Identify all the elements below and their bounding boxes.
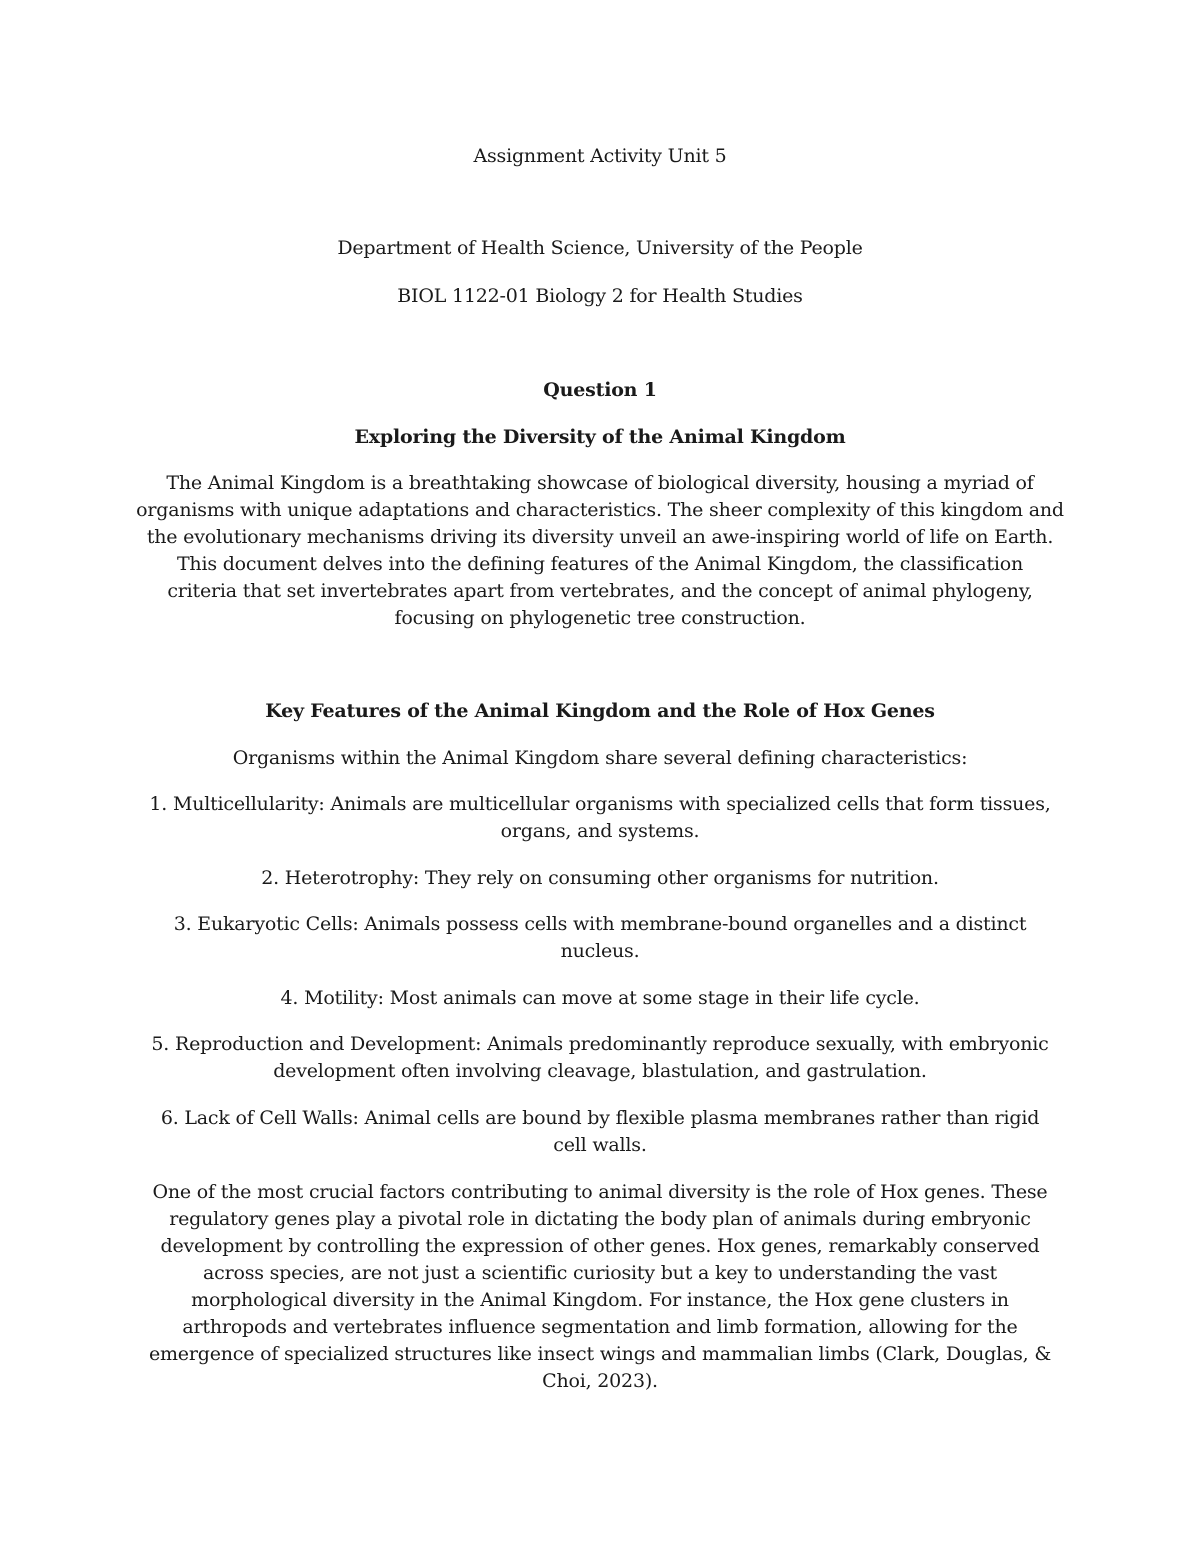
list-item: 5. Reproduction and Development: Animals predominantly reproduce sexually, with embryonic (151, 1033, 1049, 1055)
paragraph-line: regulatory genes play a pivotal role in dictating the body plan of animals during embryonic (169, 1208, 1031, 1230)
paragraph-line: arthropods and vertebrates influence segmentation and limb formation, allowing for the (182, 1316, 1018, 1338)
paragraph-line: One of the most crucial factors contributing to animal diversity is the role of Hox genes. These (152, 1181, 1048, 1203)
section-heading-diversity: Exploring the Diversity of the Animal Kingdom (354, 426, 846, 448)
list-item: 1. Multicellularity: Animals are multicellular organisms with specialized cells that form tissues, (149, 793, 1051, 815)
features-lead: Organisms within the Animal Kingdom share several defining characteristics: (232, 747, 968, 769)
paragraph-line: organisms with unique adaptations and characteristics. The sheer complexity of this kingdom and (136, 499, 1064, 521)
course-line: BIOL 1122-01 Biology 2 for Health Studies (397, 285, 803, 307)
paragraph-line: across species, are not just a scientific curiosity but a key to understanding the vast (203, 1262, 997, 1284)
document-title: Assignment Activity Unit 5 (473, 145, 727, 167)
list-item-continuation: development often involving cleavage, blastulation, and gastrulation. (273, 1060, 927, 1082)
paragraph-line: This document delves into the defining features of the Animal Kingdom, the classification (176, 553, 1024, 575)
paragraph-line: criteria that set invertebrates apart from vertebrates, and the concept of animal phylogeny, (167, 580, 1033, 602)
list-item: 2. Heterotrophy: They rely on consuming other organisms for nutrition. (261, 867, 939, 889)
list-item: 4. Motility: Most animals can move at some stage in their life cycle. (280, 987, 920, 1009)
section-heading-key-features: Key Features of the Animal Kingdom and the Role of Hox Genes (265, 700, 935, 722)
paragraph-line: The Animal Kingdom is a breathtaking showcase of biological diversity, housing a myriad of (166, 472, 1034, 494)
paragraph-line: focusing on phylogenetic tree construction. (394, 607, 806, 629)
paragraph-line: development by controlling the expression of other genes. Hox genes, remarkably conserved (160, 1235, 1040, 1257)
department-line: Department of Health Science, University of the People (337, 237, 863, 259)
paragraph-line: Choi, 2023). (542, 1370, 658, 1392)
list-item-continuation: nucleus. (560, 940, 640, 962)
list-item: 6. Lack of Cell Walls: Animal cells are bound by flexible plasma membranes rather than rigid (160, 1107, 1040, 1129)
list-item: 3. Eukaryotic Cells: Animals possess cells with membrane-bound organelles and a distinct (173, 913, 1027, 935)
list-item-continuation: cell walls. (553, 1134, 647, 1156)
paragraph-line: morphological diversity in the Animal Kingdom. For instance, the Hox gene clusters in (191, 1289, 1009, 1311)
paragraph-line: the evolutionary mechanisms driving its diversity unveil an awe-inspiring world of life on Earth. (146, 526, 1054, 548)
list-item-continuation: organs, and systems. (500, 820, 700, 842)
paragraph-line: emergence of specialized structures like insect wings and mammalian limbs (Clark, Douglas, & (148, 1343, 1052, 1365)
question-heading: Question 1 (543, 379, 657, 401)
